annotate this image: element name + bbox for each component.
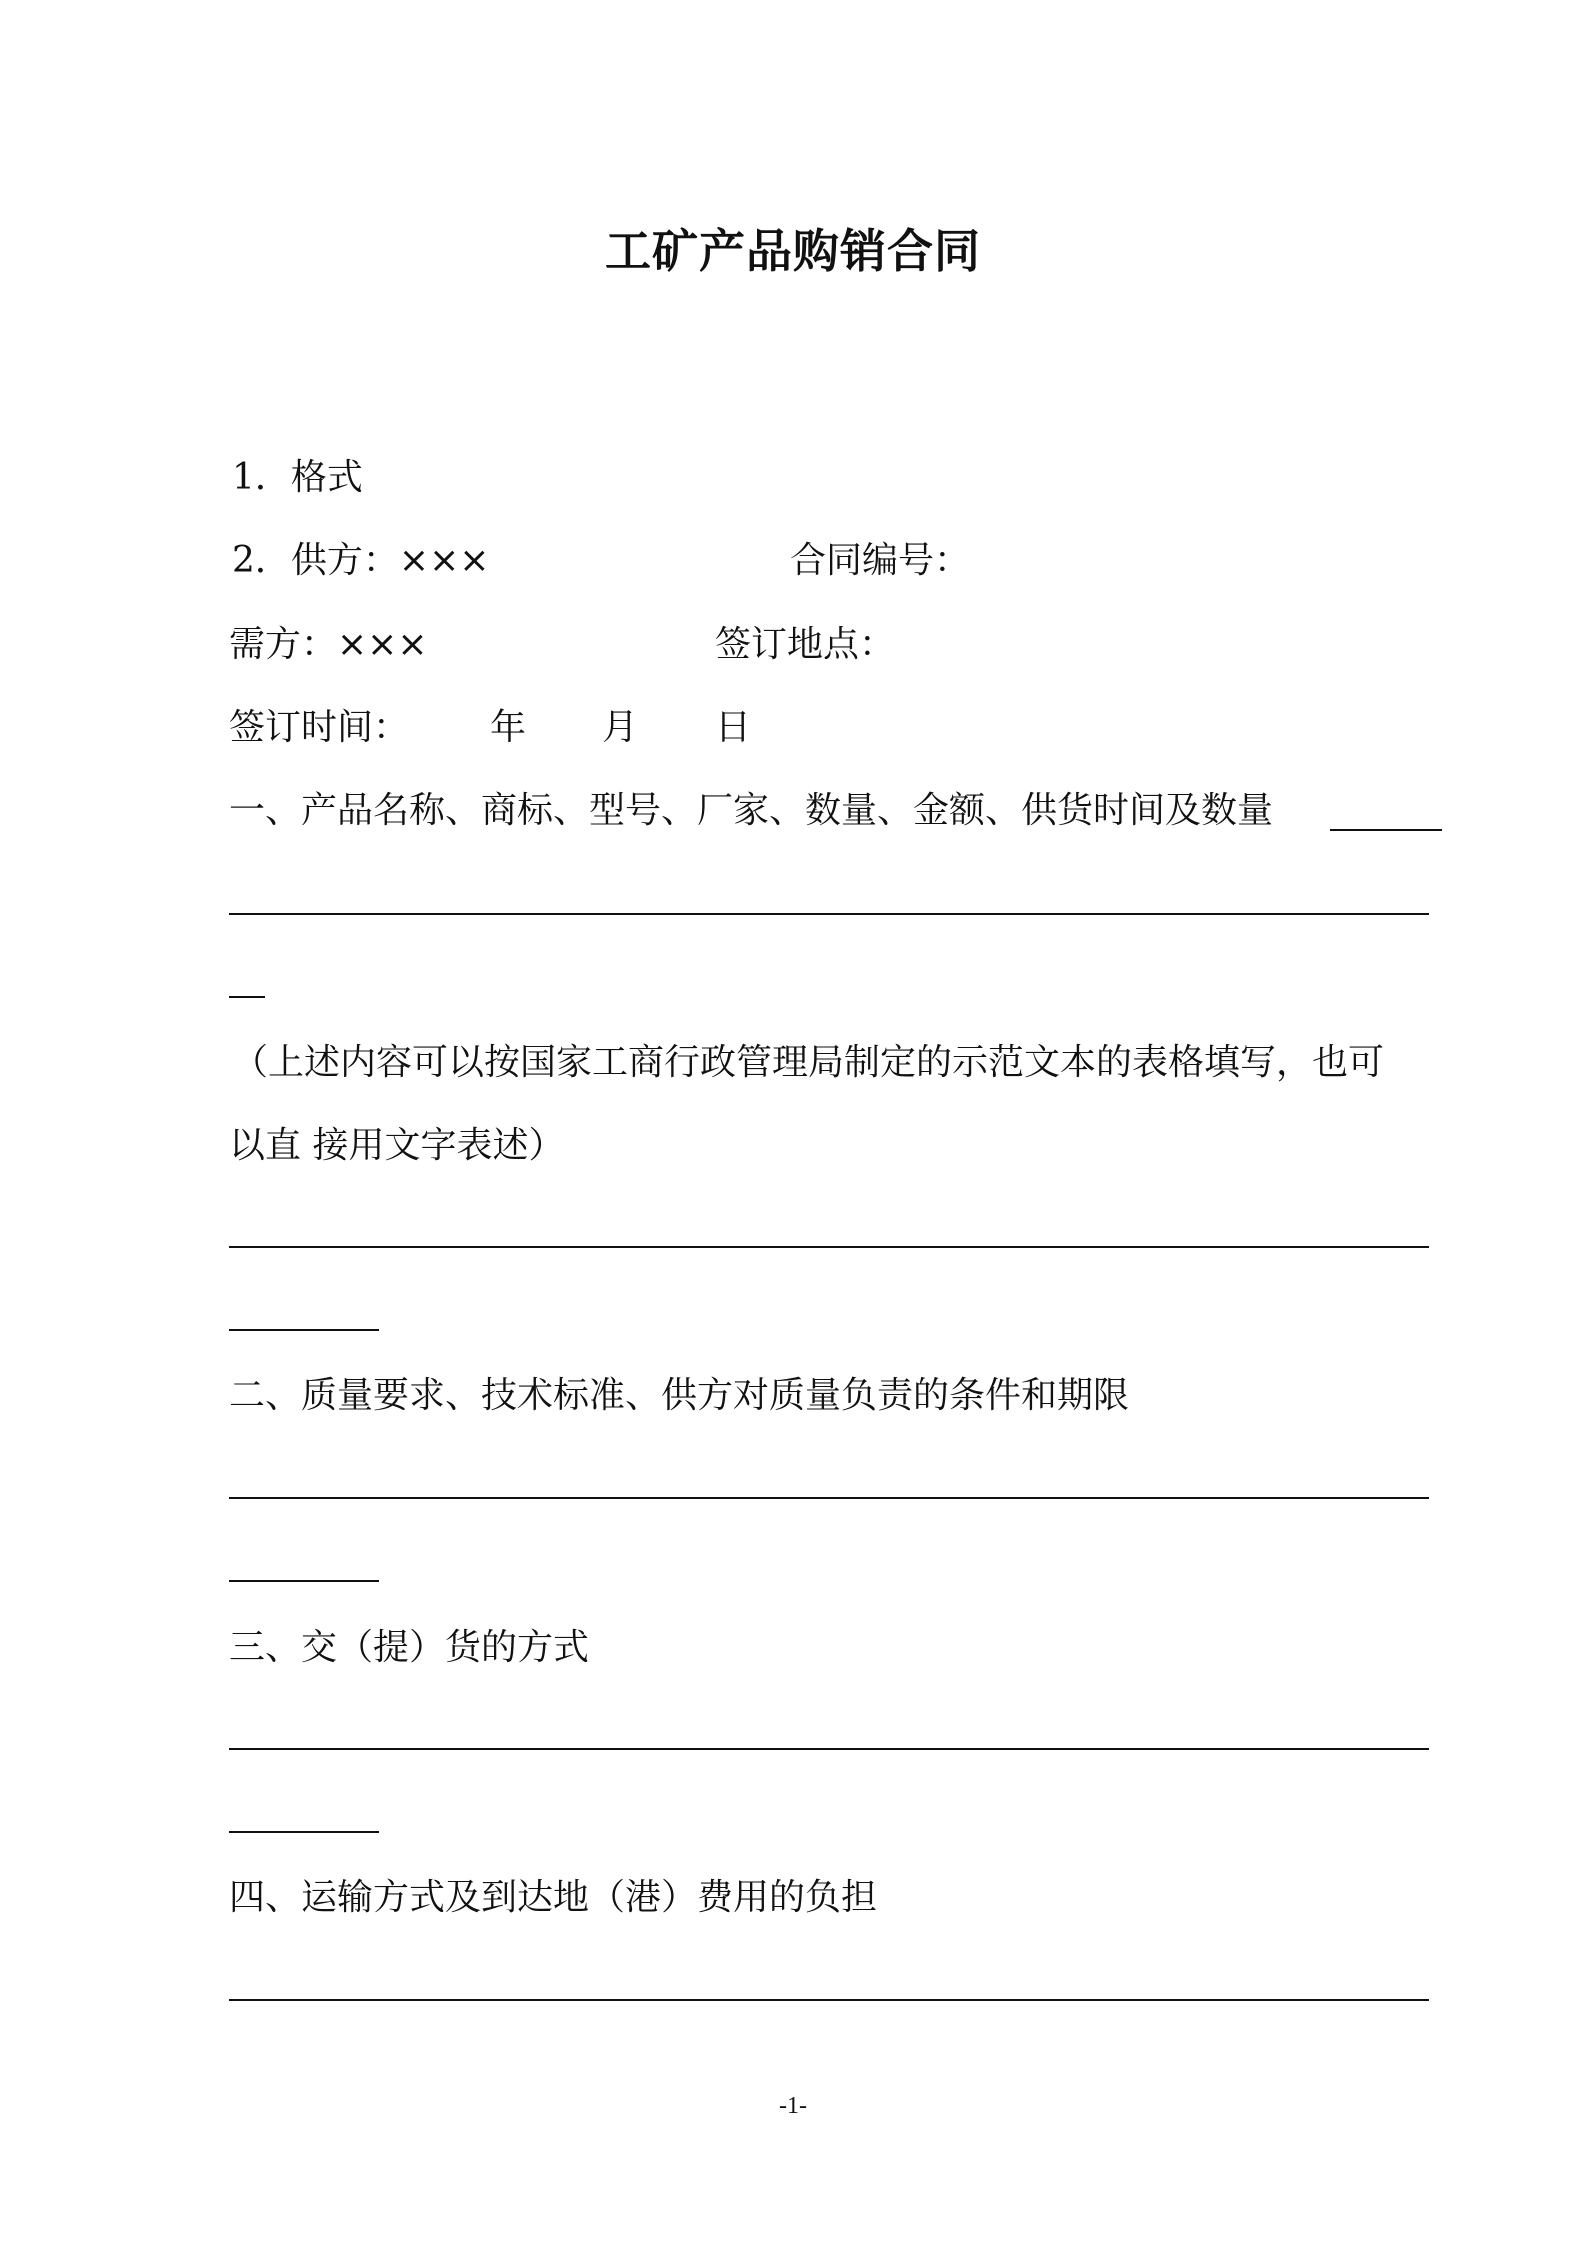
section-1-fill-line bbox=[229, 1329, 379, 1331]
section-1-heading: 一、产品名称、商标、型号、厂家、数量、金额、供货时间及数量 bbox=[229, 790, 1274, 831]
section-3-fill-line bbox=[229, 1831, 379, 1833]
section-1-fill-line bbox=[229, 996, 265, 998]
signing-day-label: 日 bbox=[715, 707, 752, 748]
item-2-number: 2． bbox=[232, 540, 291, 581]
contract-number-label: 合同编号： bbox=[790, 540, 971, 581]
signing-time-label: 签订时间： bbox=[229, 707, 410, 748]
section-1-fill-line bbox=[229, 1246, 1429, 1248]
buyer-label: 需方：××× bbox=[229, 624, 428, 665]
section-4-fill-line bbox=[229, 1999, 1429, 2001]
section-2-heading: 二、质量要求、技术标准、供方对质量负责的条件和期限 bbox=[229, 1375, 1130, 1416]
item-1 bbox=[232, 457, 363, 498]
section-1-note-line-1: （上述内容可以按国家工商行政管理局制定的示范文本的表格填写，也可 bbox=[232, 1042, 1385, 1083]
document-title: 工矿产品购销合同 bbox=[605, 224, 981, 278]
section-1-fill-line bbox=[229, 913, 1429, 915]
item-2 bbox=[232, 540, 490, 581]
section-2-fill-line bbox=[229, 1497, 1429, 1499]
section-1-note-line-2: 以直 接用文字表述） bbox=[229, 1125, 565, 1166]
section-4-heading: 四、运输方式及到达地（港）费用的负担 bbox=[229, 1877, 878, 1918]
signing-place-label: 签订地点： bbox=[715, 624, 896, 665]
section-3-heading: 三、交（提）货的方式 bbox=[229, 1627, 590, 1668]
section-1-fill-line bbox=[1330, 829, 1442, 831]
section-3-fill-line bbox=[229, 1748, 1429, 1750]
signing-month-label: 月 bbox=[602, 707, 639, 748]
supplier-label: 供方：××× bbox=[290, 540, 490, 581]
item-1-number: 1． bbox=[232, 457, 291, 498]
section-2-fill-line bbox=[229, 1580, 379, 1582]
signing-year-label: 年 bbox=[490, 707, 527, 748]
page-number: -1- bbox=[779, 2093, 807, 2119]
item-1-label: 格式 bbox=[290, 457, 363, 498]
